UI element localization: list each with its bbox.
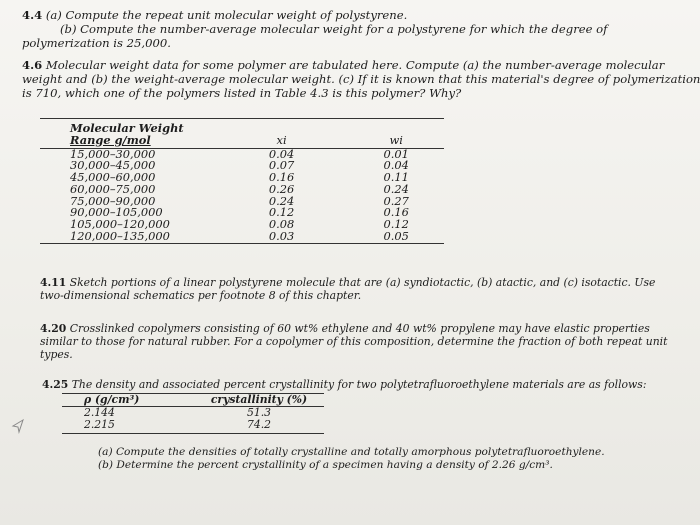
cell-xi: 0.26 [268,181,295,196]
cell-range: 30,000–45,000 [70,158,156,173]
cell-range: 120,000–135,000 [70,228,170,243]
problem-4-25 [42,378,652,391]
problem-text: (b) Compute the number-average molecular weight for a polystyrene for which the degree of [60,22,608,36]
mouse-cursor-icon [10,418,26,434]
problem-number: 4.6 [22,58,43,72]
cell-range: 15,000–30,000 [70,146,156,161]
problem-text: Sketch portions of a linear polystyrene molecule that are (a) syndiotactic, (b) atactic, and (c) isotactic. Use [69,276,656,289]
problem-text: Crosslinked copolymers consisting of 60 wt% ethylene and 40 wt% propylene may have elastic properties [69,322,650,335]
cell-wi: 0.27 [383,193,409,208]
cell-wi: 0.12 [383,216,409,231]
problem-4-4 [22,8,672,50]
problem-text: two-dimensional schematics per footnote 8 of this chapter. [40,289,362,302]
cell-wi: 0.16 [383,205,409,220]
problem-number: 4.11 [40,276,67,289]
cell-range: 105,000–120,000 [70,216,170,231]
cell-xi: 0.04 [268,146,295,161]
cell-density: 2.144 [84,406,115,419]
problem-text: The density and associated percent crystallinity for two polytetrafluoroethylene materials are as follows: [71,378,647,391]
cell-wi: 0.04 [383,158,409,173]
table-row [62,419,324,431]
table-row [40,228,444,243]
problem-text: Molecular weight data for some polymer are tabulated here. Compute (a) the number-average molecular [45,58,665,72]
problem-4-11 [40,276,656,302]
header-density: ρ (g/cm³) [84,393,140,406]
problem-4-25-parts [98,446,658,472]
problem-text: similar to those for natural rubber. For a copolymer of this composition, determine the fraction of both repeat unit [40,335,668,348]
cell-crystallinity: 51.3 [246,406,272,419]
problem-4-6 [22,58,700,100]
header-xi: xi [276,133,287,147]
problem-text: (b) Determine the percent crystallinity of a specimen having a density of 2.26 g/cm³. [98,459,553,471]
crystallinity-table [62,393,324,434]
problem-number: 4.4 [22,8,43,22]
table-body [62,407,324,431]
molecular-weight-table [40,118,444,244]
cell-range: 45,000–60,000 [70,170,156,185]
table-body [40,146,444,243]
header-label: Range g/mol [70,132,151,147]
problem-text: is 710, which one of the polymers listed in Table 4.3 is this polymer? Why? [22,86,462,100]
cell-crystallinity: 74.2 [246,418,272,431]
problem-text: (a) Compute the densities of totally crystalline and totally amorphous polytetrafluoroethylene. [98,446,605,458]
table-rule [40,243,444,244]
cell-range: 75,000–90,000 [70,193,156,208]
cell-xi: 0.08 [268,216,295,231]
table-header [40,123,444,147]
cell-wi: 0.01 [383,146,409,161]
cell-xi: 0.12 [268,205,295,220]
table-header [62,394,324,406]
cell-xi: 0.07 [268,158,295,173]
table-rule [40,118,444,119]
cell-range: 60,000–75,000 [70,181,156,196]
problem-number: 4.20 [40,322,67,335]
cell-range: 90,000–105,000 [70,205,163,220]
cell-density: 2.215 [84,418,115,431]
header-label: Molecular Weight [70,121,184,135]
cell-xi: 0.16 [268,170,295,185]
cell-wi: 0.24 [383,181,409,196]
problem-text: (a) Compute the repeat unit molecular weight of polystyrene. [45,8,408,22]
cell-wi: 0.05 [383,228,409,243]
header-molecular-weight [40,123,245,147]
cell-xi: 0.03 [268,228,295,243]
table-rule [62,433,324,434]
cell-xi: 0.24 [268,193,295,208]
problem-text: types. [40,348,73,361]
cell-wi: 0.11 [383,170,409,185]
header-crystallinity: crystallinity (%) [210,393,308,406]
header-wi: wi [389,133,403,147]
problem-4-20 [40,322,668,361]
problem-number: 4.25 [42,378,69,391]
problem-text: weight and (b) the weight-average molecular weight. (c) If it is known that this material's degree of polymerization [22,72,700,86]
problem-text: polymerization is 25,000. [22,36,171,50]
